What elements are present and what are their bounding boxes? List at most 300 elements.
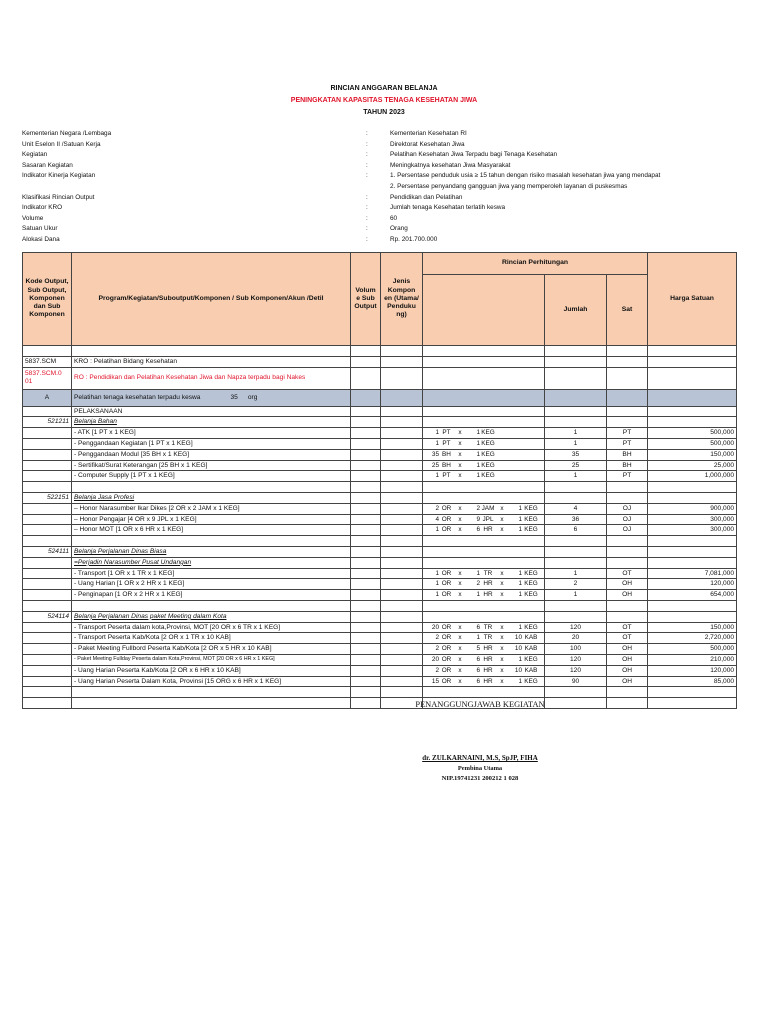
info-colon: : [366,130,368,137]
calc-part: x [458,666,462,674]
harga-cell: 25,000 [648,460,737,471]
item-desc: - Uang Harian [1 OR x 2 HR x 1 KEG] [72,579,351,590]
harga-cell: 7,081,000 [648,568,737,579]
info-row [22,129,752,140]
calc-part: KEG [524,569,538,577]
item-desc: - Sertifikat/Surat Keterangan [25 BH x 1 KEG] [72,460,351,471]
calc-part: 6 [476,526,480,534]
header-harga: Harga Satuan [648,253,737,346]
harga-cell: 120,000 [648,579,737,590]
sat-cell: PT [607,438,648,449]
calc-part: x [500,580,504,588]
calc-cell [423,525,545,536]
calc-part: 4 [435,515,439,523]
calc-part [522,471,540,481]
calc-cell [423,460,545,471]
info-label: Kementerian Negara /Lembaga [22,130,112,137]
calc-part: KAB [524,645,538,653]
calc-part: x [500,666,504,674]
account-code: 524114 [23,611,72,622]
account-row [23,492,737,503]
calc-part: 1 [476,450,480,458]
info-colon: : [366,204,368,212]
info-label: Volume [22,214,44,222]
calc-part: KEG [524,515,538,523]
info-row [22,150,752,161]
calc-part: 10 [514,634,522,642]
calc-part: 1 [518,677,522,685]
sat-cell: OJ [607,514,648,525]
item-desc: – Honor Pengajar [4 OR x 9 JPL x 1 KEG] [72,514,351,525]
calc-part: x [458,472,462,480]
calc-part: 6 [476,623,480,631]
harga-cell: 654,000 [648,590,737,601]
item-desc: - ATK [1 PT x 1 KEG] [72,428,351,439]
info-row [22,214,752,225]
info-label: Klasifikasi Rincian Output [22,193,95,201]
calc-part: 6 [476,656,480,664]
info-block [22,129,752,246]
signature-nip: NIP.19741231 200212 1 028 [441,775,519,782]
info-label [22,182,366,193]
account-code: 522151 [23,492,72,503]
calc-part: OR [441,569,452,577]
calc-part: HR [483,677,493,685]
calc-part [522,428,540,438]
item-desc: - Uang Harian Peserta Kab/Kota [2 OR x 6 HR x 10 KAB] [72,665,351,676]
item-desc: - Computer Supply [1 PT x 1 KEG] [72,471,351,482]
info-value: 1. Persentase penduduk usia ≥ 15 tahun dengan risiko masalah kesehatan jiwa yang mendapat [390,172,661,180]
calc-part [496,471,508,481]
calc-part: x [458,645,462,653]
table-row [23,525,737,536]
calc-part: BH [442,461,451,469]
table-row [23,665,737,676]
calc-part: 5 [476,645,480,653]
calc-part [508,428,522,438]
calc-part: KAB [524,634,538,642]
info-value: 2. Persentase penyandang gangguan jiwa yang memperoleh layanan di puskesmas [390,182,628,190]
calc-part: 1 [476,429,480,437]
calc-part: x [500,634,504,642]
calc-part: 2 [435,634,439,642]
harga-cell: 300,000 [648,514,737,525]
calc-part: KAB [524,666,538,674]
calc-cell [423,633,545,644]
info-row [22,182,752,193]
doc-subtitle: PENINGKATAN KAPASITAS TENAGA KESEHATAN JIWA [290,97,478,104]
calc-part: JAM [481,504,495,512]
calc-part [496,428,508,438]
sat-cell: OT [607,568,648,579]
calc-part: x [458,580,462,588]
calc-cell [423,514,545,525]
calc-part [508,439,522,449]
calc-part: 2 [435,645,439,653]
info-colon: : [366,235,368,243]
calc-part: x [458,591,462,599]
section-a-text: Pelatihan tenaga kesehatan terpadu keswa 35 org [72,389,351,406]
calc-part: KEG [481,450,495,458]
calc-part: 35 [431,450,439,458]
budget-table-body [23,346,737,709]
account-title: Belanja Perjalanan Dinas Biasa [72,546,351,557]
calc-part: x [500,526,504,534]
calc-part: 15 [431,677,439,685]
jumlah-cell: 120 [545,654,607,665]
calc-part: PT [442,429,451,437]
sat-cell: BH [607,449,648,460]
table-row [23,449,737,460]
calc-cell [423,579,545,590]
item-desc: - Paket Meeting Fullbord Peserta Kab/Kota [2 OR x 5 HR x 10 KAB] [72,644,351,655]
calc-part: x [458,429,462,437]
calc-part: 1 [518,656,522,664]
info-label: Indikator KRO [22,204,63,212]
item-desc: - Penggandaan Modul [35 BH x 1 KEG] [72,449,351,460]
header-kode: Kode Output, Sub Output, Komponen dan Sub Komponen [23,253,72,346]
item-desc: - Uang Harian Peserta Dalam Kota, Provinsi [15 ORG x 6 HR x 1 KEG] [72,676,351,687]
info-value: Rp. 201.700.000 [390,235,438,243]
sat-cell: BH [607,460,648,471]
calc-part: TR [483,634,493,642]
calc-part: KEG [524,591,538,599]
sat-cell: OJ [607,503,648,514]
calc-part: x [458,623,462,631]
calc-part: 2 [435,504,439,512]
calc-part: 6 [476,666,480,674]
calc-part: x [500,591,504,599]
calc-part: OR [441,677,452,685]
info-row [22,161,752,172]
item-desc: - Transport Peserta dalam kota,Provinsi, MOT [20 OR x 6 TR x 1 KEG] [72,622,351,633]
calc-part: 1 [518,515,522,523]
calc-part: 1 [518,591,522,599]
calc-part: 20 [431,656,439,664]
info-colon: : [366,225,368,233]
calc-part: 1 [518,504,522,512]
calc-part: KEG [524,526,538,534]
calc-part: 1 [476,634,480,642]
jumlah-cell: 36 [545,514,607,525]
section-a-code: A [23,389,72,406]
calc-part: OR [441,526,452,534]
account-title: Belanja Bahan [72,417,351,428]
calc-part: OR [441,656,452,664]
pelaksanaan-row [23,406,737,417]
info-colon: : [366,214,368,222]
jumlah-cell: 1 [545,590,607,601]
calc-part: 2 [435,666,439,674]
calc-part: 1 [435,591,439,599]
calc-part: HR [483,656,493,664]
account-subtitle: =Perjadin Narasumber Pusat Undangan [72,557,351,568]
table-row [23,590,737,601]
calc-part: 1 [518,623,522,631]
jumlah-cell: 1 [545,438,607,449]
calc-part: x [458,450,462,458]
info-value: 60 [390,214,398,222]
sat-cell: OH [607,676,648,687]
calc-part: HR [483,591,493,599]
harga-cell: 900,000 [648,503,737,514]
jumlah-cell: 35 [545,449,607,460]
item-desc: - Penginapan [1 OR x 2 HR x 1 KEG] [72,590,351,601]
account-row [23,546,737,557]
calc-part: 10 [514,666,522,674]
info-value: Jumlah tenaga Kesehatan terlatih keswa [390,204,506,212]
sat-cell: OH [607,590,648,601]
calc-part: KEG [524,623,538,631]
calc-part: 1 [518,526,522,534]
info-label: Indikator Kinerja Kegiatan [22,172,96,180]
calc-part: KEG [481,429,495,437]
info-value: Pendidikan dan Pelatihan [390,193,463,201]
calc-part: 1 [476,461,480,469]
calc-part: 9 [476,515,480,523]
calc-part: 1 [476,472,480,480]
table-row [23,676,737,687]
calc-cell [423,622,545,633]
empty-row [23,600,737,611]
account-code: 521211 [23,417,72,428]
account-code: 524111 [23,546,72,557]
calc-part [522,450,540,460]
jumlah-cell: 1 [545,428,607,439]
harga-cell: 210,000 [648,654,737,665]
account-subtitle-row [23,557,737,568]
calc-part: HR [483,645,493,653]
jumlah-cell: 25 [545,460,607,471]
harga-cell: 500,000 [648,438,737,449]
item-desc: - Transport [1 OR x 1 TR x 1 KEG] [72,568,351,579]
budget-table [22,252,737,709]
calc-cell [423,471,545,482]
calc-part: PT [442,440,451,448]
item-desc: – Honor Narasumber Ikar Dikes [2 OR x 2 JAM x 1 KEG] [72,503,351,514]
jumlah-cell: 120 [545,665,607,676]
calc-part: x [500,677,504,685]
harga-cell: 120,000 [648,665,737,676]
info-row [22,203,752,214]
calc-part: x [458,440,462,448]
calc-part: x [458,504,462,512]
calc-part: KEG [481,440,495,448]
calc-part [508,471,522,481]
calc-part: HR [483,526,493,534]
signature-name: dr. ZULKARNAINI, M.S, SpJP, FIHA [422,754,538,762]
calc-part: OR [441,515,452,523]
info-value: Direktorat Kesehatan Jiwa [390,140,465,148]
calc-part: KEG [524,677,538,685]
harga-cell: 500,000 [648,644,737,655]
header-jumlah: Jumlah [545,275,607,346]
jumlah-cell: 1 [545,471,607,482]
empty-row [23,536,737,547]
table-row [23,460,737,471]
info-row [22,224,752,235]
header-volume: Volum e Sub Output [351,253,381,346]
header-program: Program/Kegiatan/Suboutput/Komponen / Sub Komponen/Akun /Detil [72,253,351,346]
calc-part: 1 [435,472,439,480]
info-label: Kegiatan [22,151,48,159]
calc-part: x [458,461,462,469]
section-a-row [23,389,737,406]
calc-cell [423,449,545,460]
jumlah-cell: 1 [545,568,607,579]
item-desc: - Penggandaan Kegiatan [1 PT x 1 KEG] [72,438,351,449]
info-value: Kementerian Kesehatan RI [390,130,467,137]
info-colon: : [366,172,368,180]
account-title: Belanja Jasa Profesi [72,492,351,503]
calc-part [496,439,508,449]
doc-year: TAHUN 2023 [363,109,405,116]
calc-part: 2 [476,504,480,512]
jumlah-cell: 120 [545,622,607,633]
header-jenis: Jenis Kompon en (Utama/ Penduku ng) [381,253,423,346]
sat-cell: PT [607,471,648,482]
info-value: Orang [390,225,408,233]
info-colon: : [366,161,368,169]
info-row [22,140,752,151]
jumlah-cell: 100 [545,644,607,655]
table-row [23,438,737,449]
calc-part: 1 [435,440,439,448]
info-colon: : [366,140,368,148]
calc-part: 1 [435,580,439,588]
harga-cell: 500,000 [648,428,737,439]
signature-heading: PENANGGUNGJAWAB KEGIATAN [415,700,545,709]
calc-part: TR [483,623,493,631]
calc-part: KEG [481,461,495,469]
calc-cell [423,665,545,676]
info-label: Unit Eselon II /Satuan Kerja [22,140,101,148]
calc-part: KEG [481,472,495,480]
header-sat: Sat [607,275,648,346]
calc-part: OR [441,634,452,642]
calc-part: x [458,526,462,534]
harga-cell: 85,000 [648,676,737,687]
calc-part: OR [441,591,452,599]
item-desc: – Honor MOT [1 OR x 6 HR x 1 KEG] [72,525,351,536]
calc-part: OR [441,580,452,588]
table-row [23,622,737,633]
jumlah-cell: 90 [545,676,607,687]
calc-part: 6 [476,677,480,685]
sat-cell: OH [607,579,648,590]
info-row [22,235,752,246]
calc-cell [423,590,545,601]
calc-part: x [458,634,462,642]
harga-cell: 300,000 [648,525,737,536]
ro-code: 5837.SCM.0 01 [23,367,72,389]
calc-part [496,461,508,471]
calc-part: x [500,515,504,523]
calc-cell [423,438,545,449]
signature-rank: Pembina Utama [457,765,503,772]
calc-part: x [500,504,504,512]
calc-part: x [500,645,504,653]
table-row [23,428,737,439]
calc-part: 20 [431,623,439,631]
info-value: Pelatihan Kesehatan Jiwa Terpadu bagi Tenaga Kesehatan [390,151,558,159]
info-label: Satuan Ukur [22,225,58,233]
calc-part [508,450,522,460]
kro-code: 5837.SCM [23,356,72,367]
calc-part [522,461,540,471]
info-colon: : [366,193,368,201]
info-colon: : [366,151,368,159]
calc-part: HR [483,580,493,588]
account-row [23,417,737,428]
info-label: Alokasi Dana [22,235,60,243]
calc-part: HR [483,666,493,674]
table-row [23,568,737,579]
calc-part: 1 [476,440,480,448]
jumlah-cell: 6 [545,525,607,536]
kro-row [23,356,737,367]
calc-part [508,461,522,471]
calc-part: KEG [524,504,538,512]
calc-part: 1 [476,591,480,599]
sat-cell: OH [607,644,648,655]
table-row [23,503,737,514]
harga-cell: 150,000 [648,449,737,460]
calc-part: 1 [518,569,522,577]
calc-part: OR [441,504,452,512]
calc-part: 1 [435,429,439,437]
jumlah-cell: 2 [545,579,607,590]
calc-part [522,439,540,449]
info-row [22,171,752,182]
harga-cell: 2,720,000 [648,633,737,644]
info-row [22,193,752,204]
calc-part: x [500,656,504,664]
table-row [23,579,737,590]
calc-part: x [458,656,462,664]
harga-cell: 1,000,000 [648,471,737,482]
jumlah-cell: 4 [545,503,607,514]
calc-part: 10 [514,645,522,653]
calc-part: KEG [524,656,538,664]
calc-part: OR [441,645,452,653]
doc-title: RINCIAN ANGGARAN BELANJA [330,85,438,92]
jumlah-cell: 20 [545,633,607,644]
table-row [23,471,737,482]
table-row [23,644,737,655]
calc-part: KEG [524,580,538,588]
harga-cell: 150,000 [648,622,737,633]
sat-cell: OH [607,665,648,676]
calc-part: TR [483,569,493,577]
info-label: Sasaran Kegiatan [22,161,73,169]
calc-cell [423,654,545,665]
sat-cell: OJ [607,525,648,536]
sat-cell: PT [607,428,648,439]
empty-row [23,482,737,493]
calc-cell [423,503,545,514]
calc-part: x [500,623,504,631]
calc-part: x [500,569,504,577]
item-desc: - Paket Meeting Fullday Peserta dalam Kota,Provinsi, MOT [20 OR x 6 HR x 1 KEG] [72,654,351,665]
info-colon [366,182,390,193]
calc-part: 1 [435,526,439,534]
calc-part: 2 [476,580,480,588]
table-row [23,514,737,525]
calc-cell [423,568,545,579]
header-rincian: Rincian Perhitungan [423,253,648,275]
calc-cell [423,428,545,439]
